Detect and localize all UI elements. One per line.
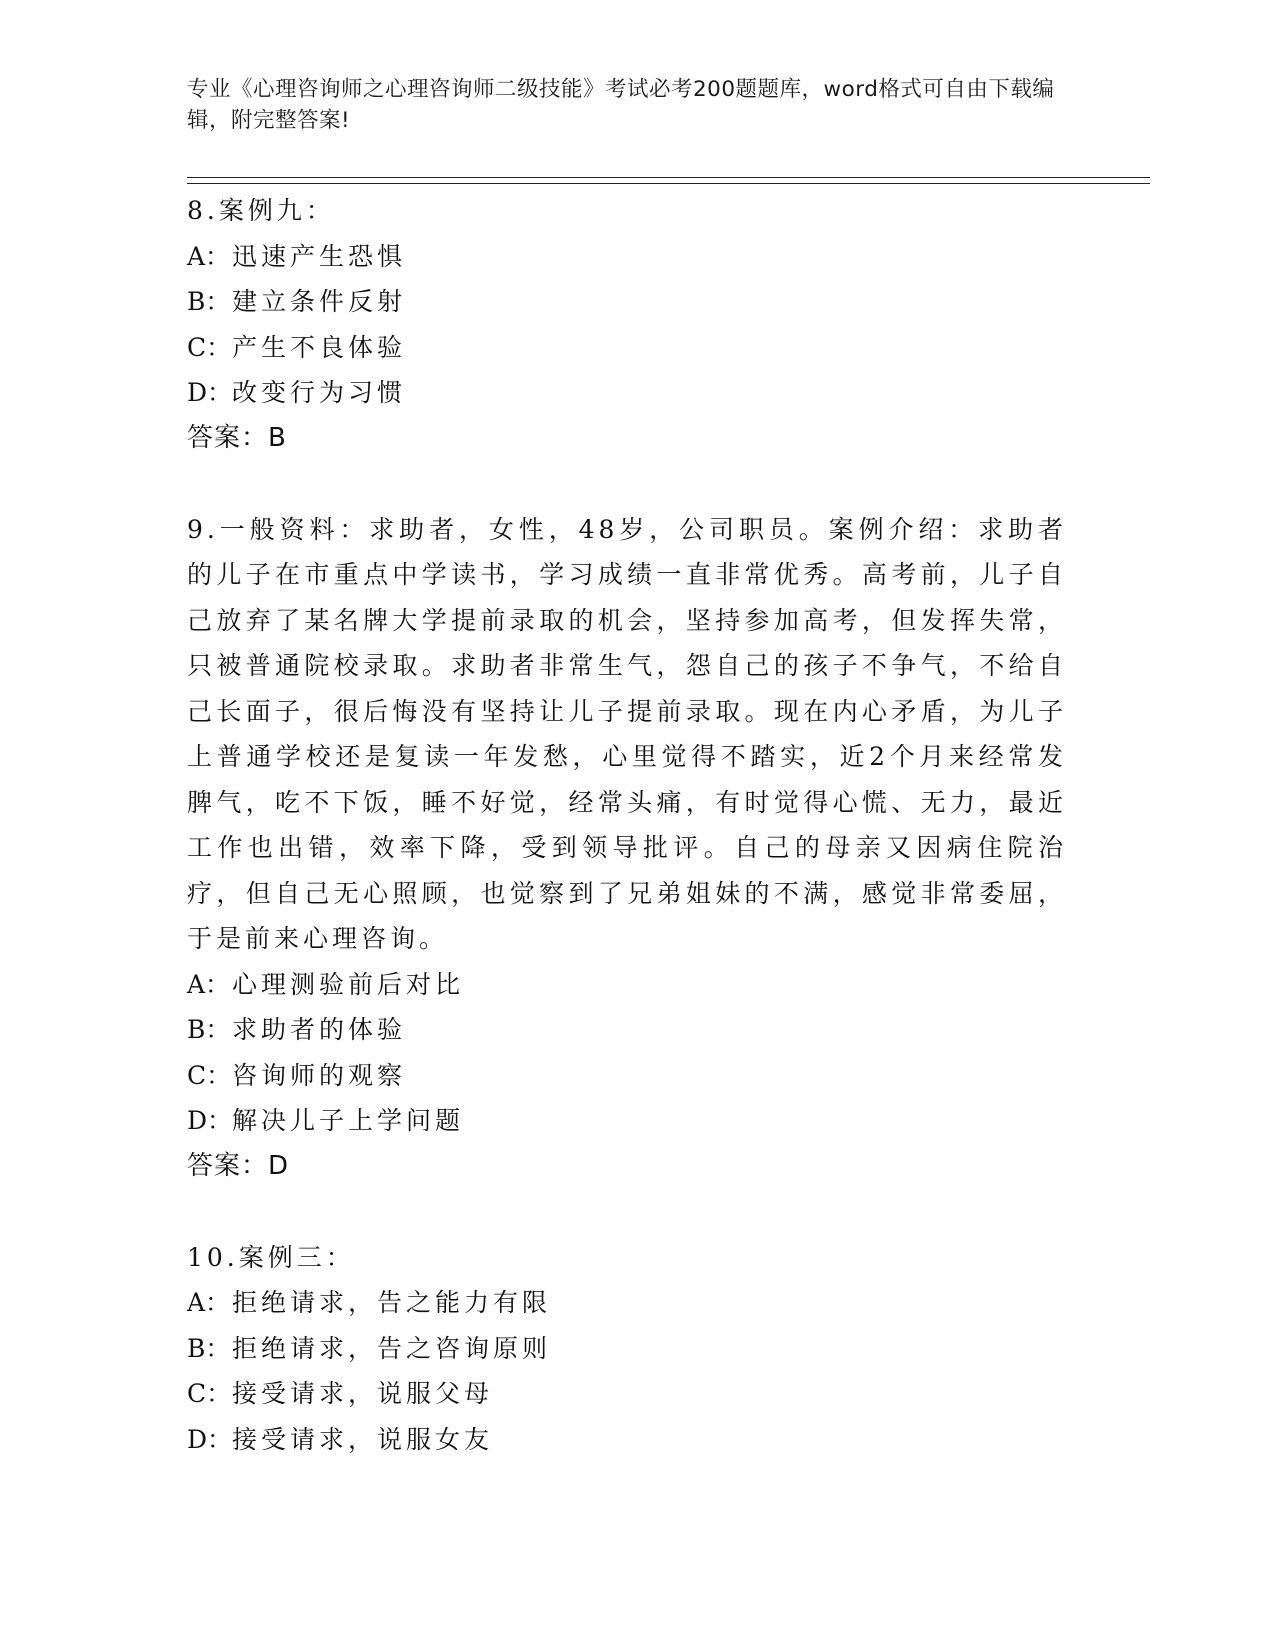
question-8 [187, 188, 1067, 461]
option-key: D： [187, 378, 233, 407]
option-b [187, 279, 1067, 325]
answer-label: 答案：D [187, 1150, 290, 1181]
option-key: C： [187, 332, 232, 362]
option-c [187, 1371, 1067, 1417]
question-stem: 9.一般资料：求助者，女性，48岁，公司职员。案例介绍：求助者的儿子在市重点中学读书，学习成绩一直非常优秀。高考前，儿子自己放弃了某名牌大学提前录取的机会，坚持参加高考，但发挥失常，只被普通院校录取。求助者非常生气，怨自己的孩子不争气，不给自己长面子，很后悔没有坚持让儿子提前录取。现在内心矛盾，为儿子上普通学校还是复读一年发愁，心里觉得不踏实，近2个月来经常发脾气，吃不下饭，睡不好觉，经常头痛，有时觉得心慌、无力，最近工作也出错，效率下降，受到领导批评。自己的母亲又因病住院治疗，但自己无心照顾，也觉察到了兄弟姐妹的不满，感觉非常委屈，于是前来心理咨询。 [187, 514, 1067, 953]
spacer [187, 461, 1067, 507]
option-key: B： [187, 1015, 231, 1044]
option-text: 建立条件反射 [232, 287, 407, 316]
option-key: D： [187, 1106, 233, 1135]
option-key: A： [187, 1288, 231, 1317]
question-stem: 10.案例三： [187, 1242, 355, 1272]
spacer [187, 1189, 1067, 1235]
option-key: B： [187, 1333, 231, 1363]
option-c [187, 1053, 1067, 1099]
question-list [187, 188, 1067, 1462]
option-a [187, 234, 1067, 280]
option-b [187, 1007, 1067, 1053]
option-key: A： [187, 969, 231, 999]
option-text: 拒绝请求，告之咨询原则 [232, 1333, 552, 1363]
answer-label: 答案：B [187, 422, 287, 453]
question-stem: 8.案例九： [187, 196, 335, 225]
question-10 [187, 1235, 1067, 1463]
option-text: 接受请求，说服女友 [232, 1424, 494, 1454]
option-text: 产生不良体验 [232, 332, 407, 362]
option-text: 迅速产生恐惧 [232, 241, 407, 271]
question-9 [187, 507, 1067, 1190]
header-rule-top [187, 177, 1150, 178]
option-key: A： [187, 241, 231, 271]
option-key: C： [187, 1379, 232, 1408]
option-text: 改变行为习惯 [232, 378, 407, 407]
option-d [187, 1417, 1067, 1463]
header-rule-bottom [187, 183, 1150, 184]
option-text: 咨询师的观察 [232, 1060, 407, 1090]
option-b [187, 1326, 1067, 1372]
option-key: B： [187, 287, 231, 316]
option-text: 解决儿子上学问题 [232, 1106, 465, 1135]
option-key: C： [187, 1060, 232, 1090]
option-key: D： [187, 1424, 233, 1454]
option-text: 心理测验前后对比 [232, 969, 465, 999]
document-header: 专业《心理咨询师之心理咨询师二级技能》考试必考200题题库，word格式可自由下载编辑，附完整答案! [187, 77, 1055, 133]
option-d [187, 370, 1067, 416]
option-a [187, 1280, 1067, 1326]
option-d [187, 1098, 1067, 1144]
option-text: 接受请求，说服父母 [232, 1379, 494, 1408]
option-text: 求助者的体验 [232, 1015, 407, 1044]
option-a [187, 962, 1067, 1008]
option-text: 拒绝请求，告之能力有限 [232, 1288, 552, 1317]
option-c [187, 325, 1067, 371]
